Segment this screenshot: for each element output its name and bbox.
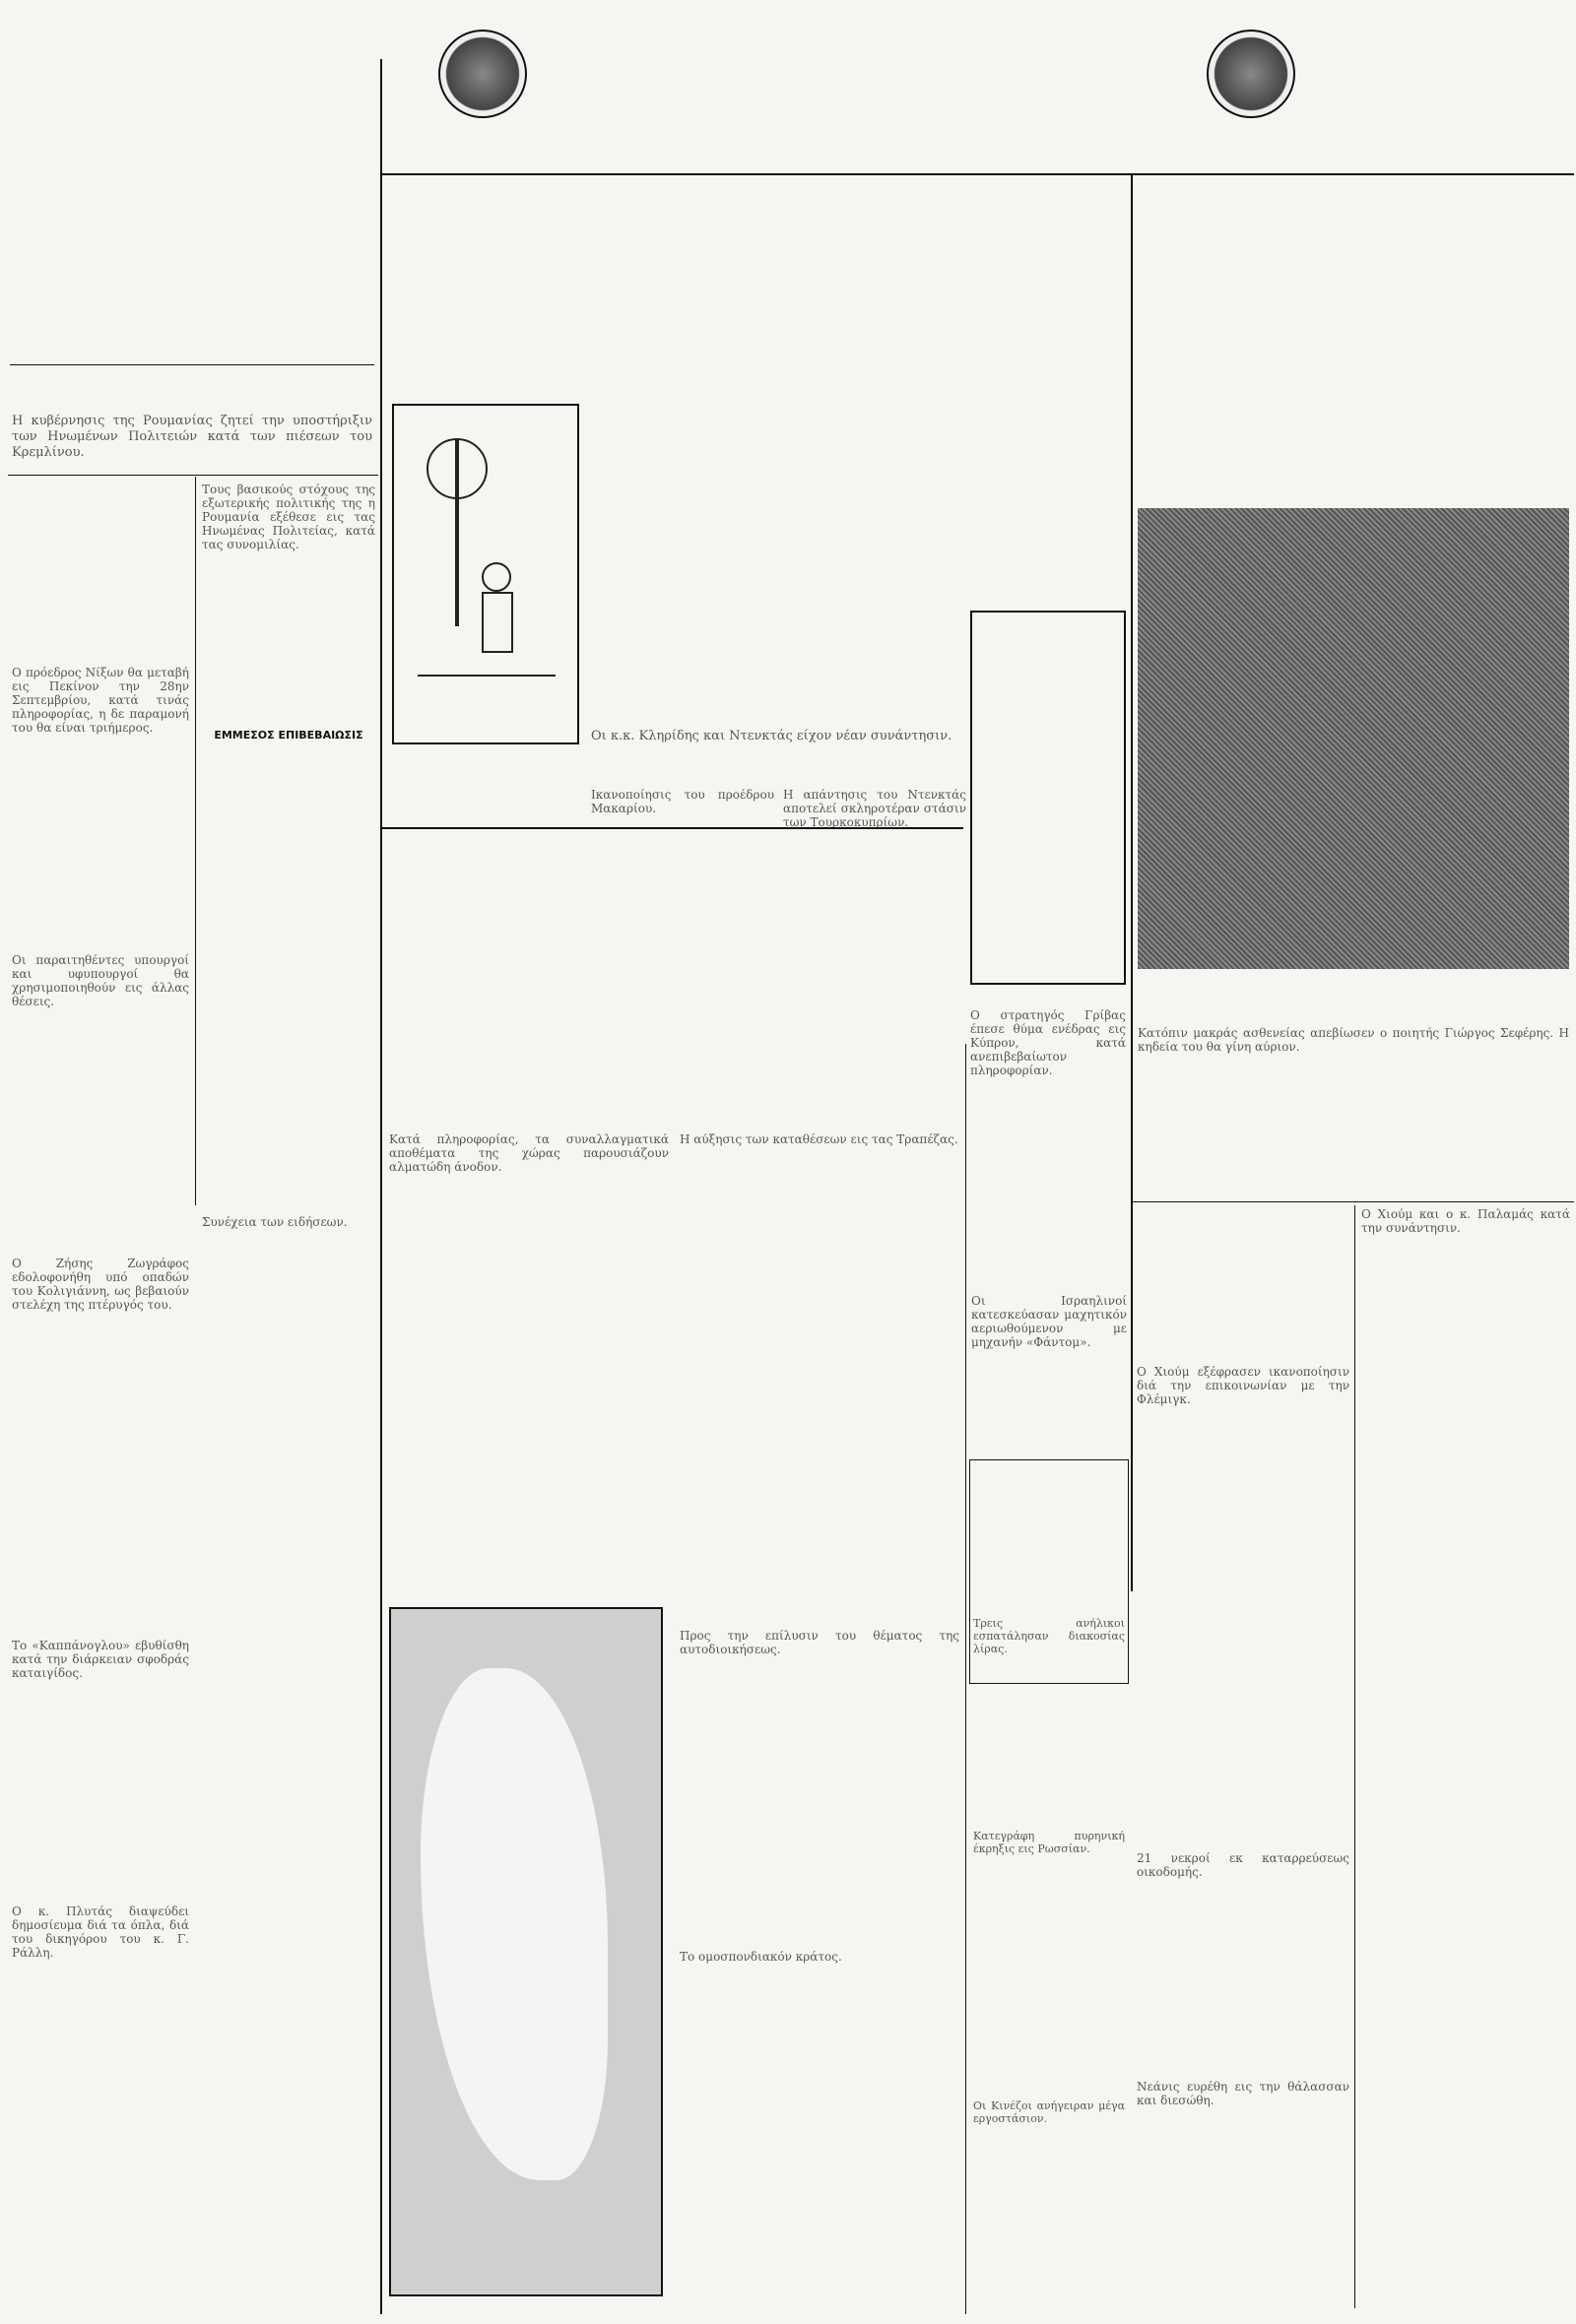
- right-body-1: Κατόπιν μακράς ασθενείας απεβίωσεν ο ποιητής Γιώργος Σεφέρης. Η κηδεία του θα γίνη αύριον.: [1138, 1026, 1569, 1054]
- israel-left-rule: [965, 1044, 966, 2314]
- right-story2-body: Ο Χιούμ εξέφρασεν ικανοποίησιν διά την επικοινωνίαν με την Φλέμιγκ.: [1137, 1365, 1349, 1406]
- israel-story3-body: Κατεγράφη πυρηνική έκρηξις εις Ρωσσίαν.: [973, 1830, 1125, 1855]
- left-story4-body: Ο Ζήσης Ζωγράφος εδολοφονήθη υπό οπαδών του Κολιγιάννη, ως βεβαιούν στελέχη της πτέρυγός του.: [12, 1257, 189, 1312]
- ad-map-shape: [421, 1668, 608, 2180]
- right-inner-rule: [1354, 1205, 1355, 2308]
- right-story4-body: Νεάνις ευρέθη εις την θάλασσαν και διεσώθη.: [1137, 2080, 1349, 2107]
- masthead-rule: [382, 173, 1574, 175]
- mid-body-1: Κατά πληροφορίας, τα συναλλαγματικά αποθέματα της χώρας παρουσιάζουν αλματώδη άνοδον.: [389, 1132, 669, 1174]
- israel-story2-body: Τρεις ανήλικοι εσπατάλησαν διακοσίας λίρας.: [973, 1617, 1125, 1655]
- left-inner-rule: [195, 477, 196, 1205]
- center-body-2: Η απάντησις του Ντενκτάς αποτελεί σκληροτέραν στάσιν των Τουρκοκυπρίων.: [783, 788, 966, 829]
- right-col2-body: Ο Χιούμ και ο κ. Παλαμάς κατά την συνάντησιν.: [1361, 1207, 1570, 1235]
- left-col2-body-lower: Συνέχεια των ειδήσεων.: [202, 1215, 348, 1229]
- center-lower-body-2: Το ομοσπονδιακόν κράτος.: [680, 1950, 842, 1964]
- left-story6-body: Ο κ. Πλυτάς διαψεύδει δημοσίευμα διά τα όπλα, διά του δικηγόρου του κ. Γ. Ράλλη.: [12, 1904, 189, 1960]
- left-body-1: Η κυβέρνησις της Ρουμανίας ζητεί την υποστήριξιν των Ηνωμένων Πολιτειών κατά των πιέσεων του Κρεμλίνου.: [12, 414, 372, 460]
- left-sub2: [10, 364, 374, 369]
- sidebar-box: [970, 611, 1126, 985]
- left-divider-1: [8, 475, 378, 476]
- clothing-advertisement: [389, 1607, 663, 2296]
- left-col2-body: Τους βασικούς στόχους της εξωτερικής πολιτικής της η Ρουμανία εξέθεσε εις τας Ηνωμένας Πολιτείας, κατά τας συνομιλίας.: [202, 483, 375, 551]
- seferis-photo: [1138, 508, 1569, 969]
- left-story5-body: Το «Καππάνογλου» εβυθίσθη κατά την διάρκειαν σφοδράς καταιγίδος.: [12, 1639, 189, 1680]
- left-col2-tag: ΕΜΜΕΣΟΣ ΕΠΙΒΕΒΑΙΩΣΙΣ: [214, 729, 363, 742]
- cartoon-illustration-icon: [398, 429, 573, 697]
- sidebar-body: Ο στρατηγός Γρίβας έπεσε θύμα ενέδρας εις Κύπρον, κατά ανεπιβεβαίωτον πληροφορίαν.: [970, 1008, 1126, 1077]
- mid-body-2: Η αύξησις των καταθέσεων εις τας Τραπέζας.: [680, 1132, 958, 1146]
- center-body-1: Οι κ.κ. Κληρίδης και Ντενκτάς είχον νέαν συνάντησιν.: [591, 729, 952, 743]
- masthead-emblem-left-icon: [438, 30, 527, 118]
- right-divider-1: [1133, 1201, 1574, 1202]
- right-story3-body: 21 νεκροί εκ καταρρεύσεως οικοδομής.: [1137, 1851, 1349, 1879]
- center-lower-body: Προς την επίλυσιν του θέματος της αυτοδιοικήσεως.: [680, 1629, 959, 1656]
- mid-top-rule: [382, 827, 963, 829]
- masthead-emblem-right-icon: [1207, 30, 1295, 118]
- left-col-rule: [380, 59, 382, 2314]
- israel-body: Οι Ισραηλινοί κατεσκεύασαν μαχητικόν αεριωθούμενον με μηχανήν «Φάντομ».: [971, 1294, 1127, 1349]
- israel-story4-body: Οι Κινέζοι ανήγειραν μέγα εργοστάσιον.: [973, 2099, 1125, 2125]
- center-body-3: Ικανοποίησις του προέδρου Μακαρίου.: [591, 788, 774, 815]
- left-story3-body: Οι παραιτηθέντες υπουργοί και υφυπουργοί θα χρησιμοποιηθούν εις άλλας θέσεις.: [12, 953, 189, 1008]
- right-col-rule: [1131, 173, 1133, 1591]
- left-story2-body: Ο πρόεδρος Νίξων θα μεταβή εις Πεκίνον την 28ην Σεπτεμβρίου, κατά τινάς πληροφορίας, η δε παραμονή του θα είναι τριήμερος.: [12, 666, 189, 735]
